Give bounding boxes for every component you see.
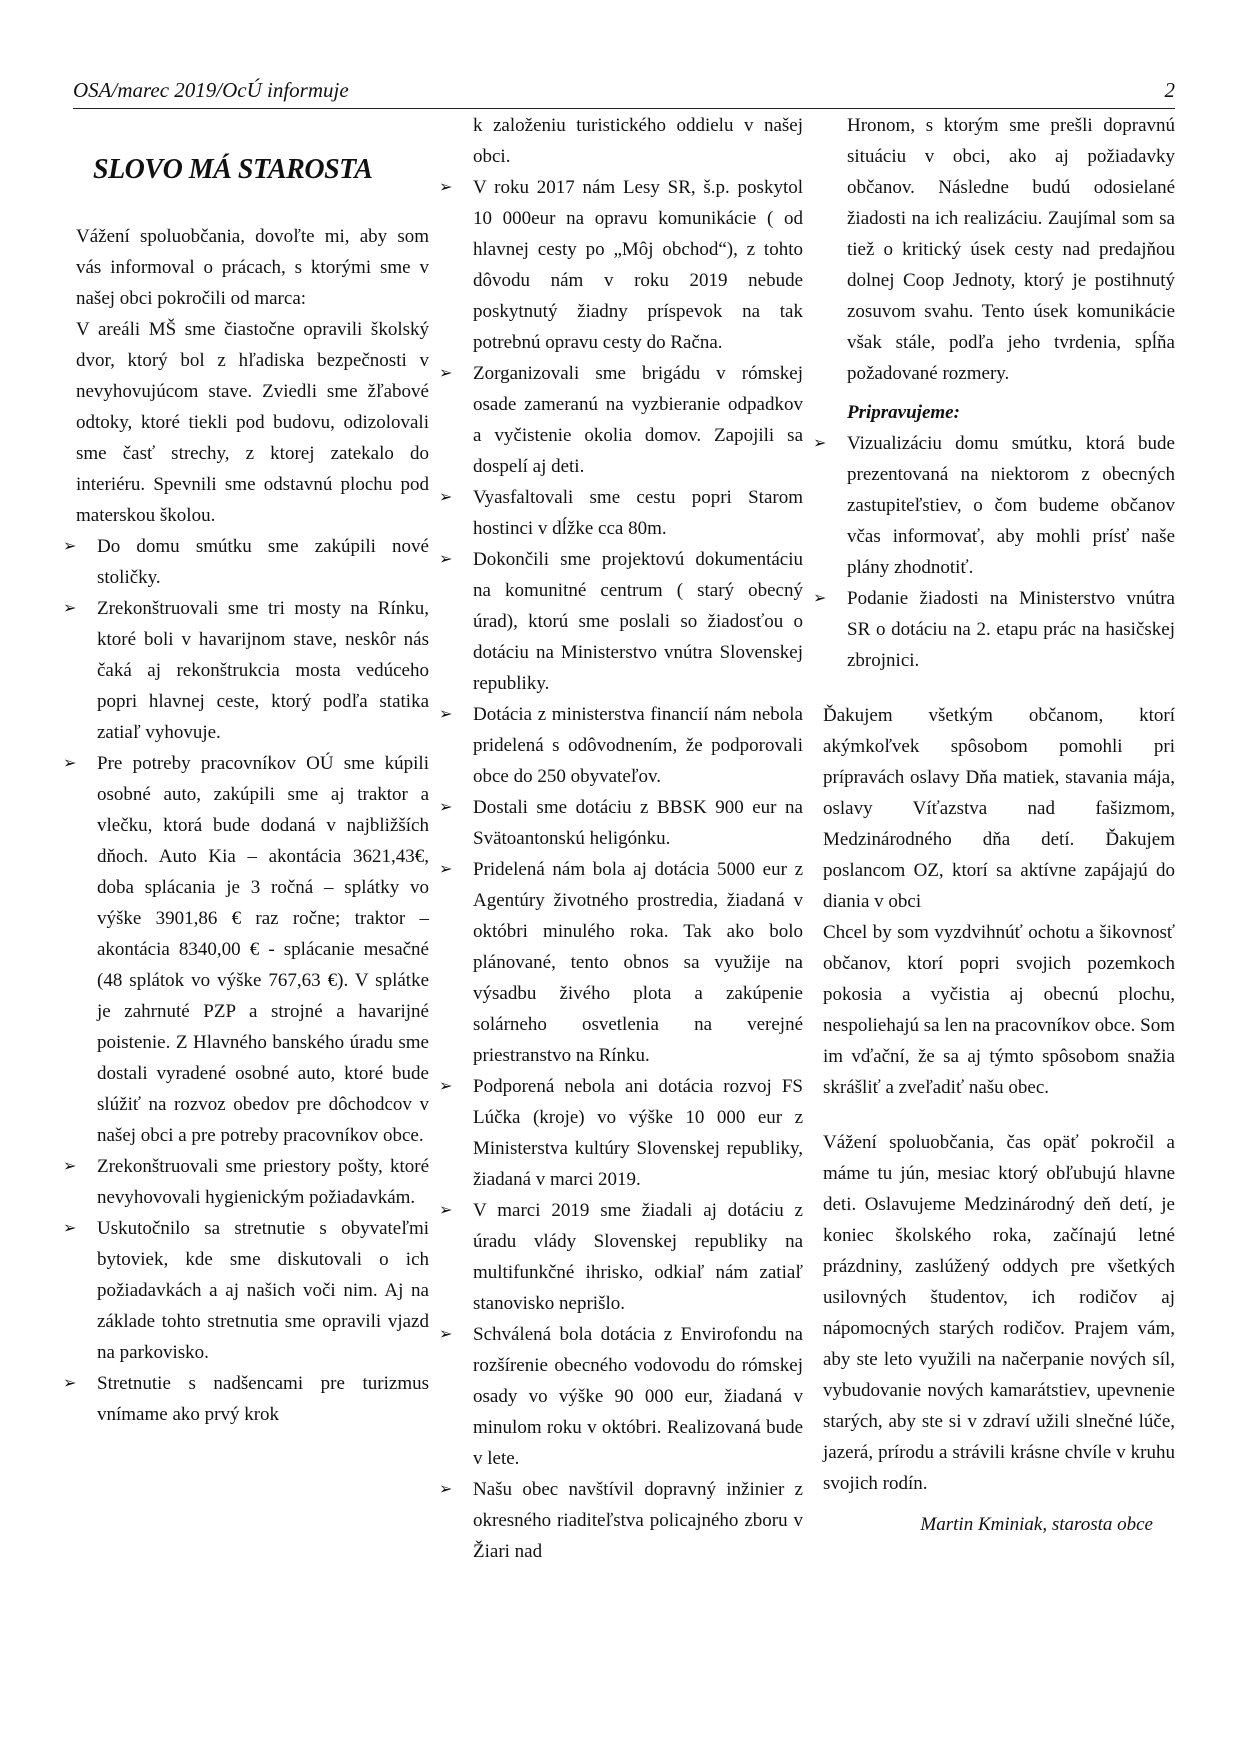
list-item bbox=[439, 1474, 803, 1567]
list-item-text: Schválená bola dotácia z Envirofondu na rozšírenie obecného vodovodu do rómskej osady vo výške 90 000 eur, žiadaná v minulom roku v októbri. Realizovaná bude v lete. bbox=[473, 1324, 803, 1469]
list-item-text: Stretnutie s nadšencami pre turizmus vnímame ako prvý krok bbox=[97, 1373, 429, 1425]
arrowhead-bullet-icon: ➢ bbox=[439, 489, 453, 506]
list-item-text: V roku 2017 nám Lesy SR, š.p. poskytol 10 000eur na opravu komunikácie ( od hlavnej cesty po „Môj obchod“), z tohto dôvodu nám v roku 2019 nebude poskytnutý žiadny príspevok na tak potrebnú opravu cesty do Račna. bbox=[473, 177, 803, 353]
continuation-text: k založeniu turistického oddielu v našej obci. bbox=[473, 115, 803, 167]
header-title: OSA/marec 2019/OcÚ informuje bbox=[73, 78, 349, 102]
list-item-text: Dotácia z ministerstva financií nám nebola pridelená s odôvodnením, že podporovali obce do 250 obyvateľov. bbox=[473, 704, 803, 787]
list-item-text: Našu obec navštívil dopravný inžinier z okresného riaditeľstva policajného zboru v Žiari nad bbox=[473, 1479, 803, 1562]
list-item bbox=[439, 358, 803, 482]
arrowhead-bullet-icon: ➢ bbox=[439, 179, 453, 196]
arrowhead-bullet-icon: ➢ bbox=[63, 600, 77, 617]
list-item-text: Pre potreby pracovníkov OÚ sme kúpili osobné auto, zakúpili sme aj traktor a vlečku, ktorá bude dodaná v najbližších dňoch. Auto Kia – akontácia 3621,43€, doba splácania je 3 ročná – splátky vo výške 3901,86 € raz ročne; traktor – akontácia 8340,00 € - splácanie mesačné (48 splátok vo výške 767,63 €). V splátke je zahrnuté PZP a strojné a havarijné poistenie. Z Hlavného banského úradu sme dostali vyradené osobné auto, ktoré bude slúžiť na rozvoz obedov pre dôchodcov v našej obci a pre potreby pracovníkov obce. bbox=[97, 753, 429, 1146]
signature: Martin Kminiak, starosta obce bbox=[920, 1514, 1153, 1535]
list-item-text: Podporená nebola ani dotácia rozvoj FS Lúčka (kroje) vo výške 10 000 eur z Ministerstva kultúry Slovenskej republiky, žiadaná v marci 2019. bbox=[473, 1076, 803, 1190]
bullet-list bbox=[439, 172, 803, 1567]
list-item bbox=[439, 1319, 803, 1474]
arrowhead-bullet-icon: ➢ bbox=[63, 1158, 77, 1175]
arrowhead-bullet-icon: ➢ bbox=[63, 1375, 77, 1392]
continuation-text: Hronom, s ktorým sme prešli dopravnú situáciu v obci, ako aj požiadavky občanov. Následne budú odosielané žiadosti na ich realizáciu. Zaujímal som sa tiež o kritický úsek cesty nad predajňou dolnej Coop Jednoty, ktorý je postihnutý zosuvom svahu. Tento úsek komunikácie však stále, podľa jeho tvrdenia, spĺňa požadované rozmery. bbox=[847, 115, 1175, 384]
page-number: 2 bbox=[1164, 78, 1175, 102]
arrowhead-bullet-icon: ➢ bbox=[439, 706, 453, 723]
list-item bbox=[63, 1368, 429, 1430]
column-1 bbox=[63, 140, 429, 1430]
intro-paragraph: Vážení spoluobčania, dovoľte mi, aby som vás informoval o prácach, s ktorými sme v našej obci pokročili od marca: bbox=[76, 226, 429, 309]
list-item bbox=[63, 593, 429, 748]
list-item-text: Dokončili sme projektovú dokumentáciu na komunitné centrum ( starý obecný úrad), ktorú sme poslali so žiadosťou o dotáciu na Ministerstvo vnútra Slovenskej republiky. bbox=[473, 549, 803, 694]
bullet-list bbox=[813, 428, 1175, 676]
list-item bbox=[439, 482, 803, 544]
page-header bbox=[73, 78, 1175, 109]
list-item bbox=[813, 428, 1175, 583]
list-item bbox=[439, 1195, 803, 1319]
list-item bbox=[439, 854, 803, 1071]
kindergarten-paragraph: V areáli MŠ sme čiastočne opravili školský dvor, ktorý bol z hľadiska bezpečnosti v nevyhovujúcom stave. Zviedli sme žľabové odtoky, ktoré tiekli pod budovu, odizolovali sme časť strechy, z ktorej zatekalo do interiéru. Spevnili sme odstavnú plochu pod materskou školou. bbox=[76, 319, 429, 526]
appreciation-paragraph: Chcel by som vyzdvihnúť ochotu a šikovnosť občanov, ktorí popri svojich pozemkoch pokosia a vyčistia aj obecnú plochu, nespoliehajú sa len na pracovníkov obce. Som im vďační, že sa aj týmto spôsobom snažia skrášliť a zveľadiť našu obec. bbox=[823, 922, 1175, 1098]
arrowhead-bullet-icon: ➢ bbox=[439, 799, 453, 816]
column-2 bbox=[439, 110, 803, 1567]
list-item bbox=[439, 172, 803, 358]
list-item bbox=[439, 544, 803, 699]
subheading-pripravujeme: Pripravujeme: bbox=[847, 402, 960, 423]
arrowhead-bullet-icon: ➢ bbox=[439, 861, 453, 878]
arrowhead-bullet-icon: ➢ bbox=[813, 435, 827, 452]
list-item-text: Pridelená nám bola aj dotácia 5000 eur z Agentúry životného prostredia, žiadaná v októbri minulého roka. Tak ako bolo plánované, tento obnos sa využije na výsadbu živého plota a zakúpenie solárneho osvetlenia na verejné priestranstvo na Rínku. bbox=[473, 859, 803, 1066]
arrowhead-bullet-icon: ➢ bbox=[813, 590, 827, 607]
list-item-text: Vyasfaltovali sme cestu popri Starom hostinci v dĺžke cca 80m. bbox=[473, 487, 803, 539]
list-item-text: Zrekonštruovali sme priestory pošty, ktoré nevyhovovali hygienickým požiadavkám. bbox=[97, 1156, 429, 1208]
arrowhead-bullet-icon: ➢ bbox=[439, 551, 453, 568]
arrowhead-bullet-icon: ➢ bbox=[439, 1481, 453, 1498]
list-item-text: Dostali sme dotáciu z BBSK 900 eur na Svätoantonskú heligónku. bbox=[473, 797, 803, 849]
list-item-text: Zorganizovali sme brigádu v rómskej osade zameranú na vyzbieranie odpadkov a vyčistenie okolia domov. Zapojili sa dospelí aj deti. bbox=[473, 363, 803, 477]
list-item bbox=[439, 699, 803, 792]
arrowhead-bullet-icon: ➢ bbox=[439, 365, 453, 382]
list-item-text: V marci 2019 sme žiadali aj dotáciu z úradu vlády Slovenskej republiky na multifunkčné ihrisko, odkiaľ nám zatiaľ stanovisko neprišlo. bbox=[473, 1200, 803, 1314]
arrowhead-bullet-icon: ➢ bbox=[439, 1202, 453, 1219]
list-item-text: Do domu smútku sme zakúpili nové stoličky. bbox=[97, 536, 429, 588]
list-item bbox=[813, 583, 1175, 676]
arrowhead-bullet-icon: ➢ bbox=[63, 538, 77, 555]
arrowhead-bullet-icon: ➢ bbox=[63, 755, 77, 772]
column-3 bbox=[813, 110, 1175, 1540]
arrowhead-bullet-icon: ➢ bbox=[63, 1220, 77, 1237]
list-item-text: Vizualizáciu domu smútku, ktorá bude prezentovaná na niektorom z obecných zastupiteľstiev, o čom budeme občanov včas informovať, aby mohli prísť naše plány zhodnotiť. bbox=[847, 433, 1175, 578]
bullet-list bbox=[63, 531, 429, 1430]
list-item-text: Podanie žiadosti na Ministerstvo vnútra SR o dotáciu na 2. etapu prác na hasičskej zbrojnici. bbox=[847, 588, 1175, 671]
list-item-text: Uskutočnilo sa stretnutie s obyvateľmi bytoviek, kde sme diskutovali o ich požiadavkách a aj našich voči nim. Aj na základe tohto stretnutia sme opravili vjazd na parkovisko. bbox=[97, 1218, 429, 1363]
list-item bbox=[63, 1213, 429, 1368]
article-heading: SLOVO MÁ STAROSTA bbox=[93, 154, 373, 185]
list-item bbox=[63, 1151, 429, 1213]
list-item bbox=[63, 748, 429, 1151]
list-item bbox=[439, 1071, 803, 1195]
arrowhead-bullet-icon: ➢ bbox=[439, 1326, 453, 1343]
arrowhead-bullet-icon: ➢ bbox=[439, 1078, 453, 1095]
list-item bbox=[63, 531, 429, 593]
list-item bbox=[439, 792, 803, 854]
list-item-text: Zrekonštruovali sme tri mosty na Rínku, ktoré boli v havarijnom stave, neskôr nás čaká aj rekonštrukcia mosta vedúceho popri hlavnej ceste, ktorý podľa statika zatiaľ vyhovuje. bbox=[97, 598, 429, 743]
thanks-paragraph: Ďakujem všetkým občanom, ktorí akýmkoľvek spôsobom pomohli pri prípravách oslavy Dňa matiek, stavania mája, oslavy Víťazstva nad fašizmom, Medzinárodného dňa detí. Ďakujem poslancom OZ, ktorí sa aktívne zapájajú do diania v obci bbox=[823, 705, 1175, 912]
closing-paragraph: Vážení spoluobčania, čas opäť pokročil a máme tu jún, mesiac ktorý obľubujú hlavne deti. Oslavujeme Medzinárodný deň detí, je koniec školského roka, začínajú letné prázdniny, zaslúžený oddych pre všetkých usilovných študentov, ich rodičov aj nápomocných starých rodičov. Prajem vám, aby ste leto využili na načerpanie nových síl, vybudovanie nových kamarátstiev, upevnenie starých, aby ste si v zdraví užili slnečné lúče, jazerá, prírodu a strávili krásne chvíle v kruhu svojich rodín. bbox=[823, 1132, 1175, 1494]
